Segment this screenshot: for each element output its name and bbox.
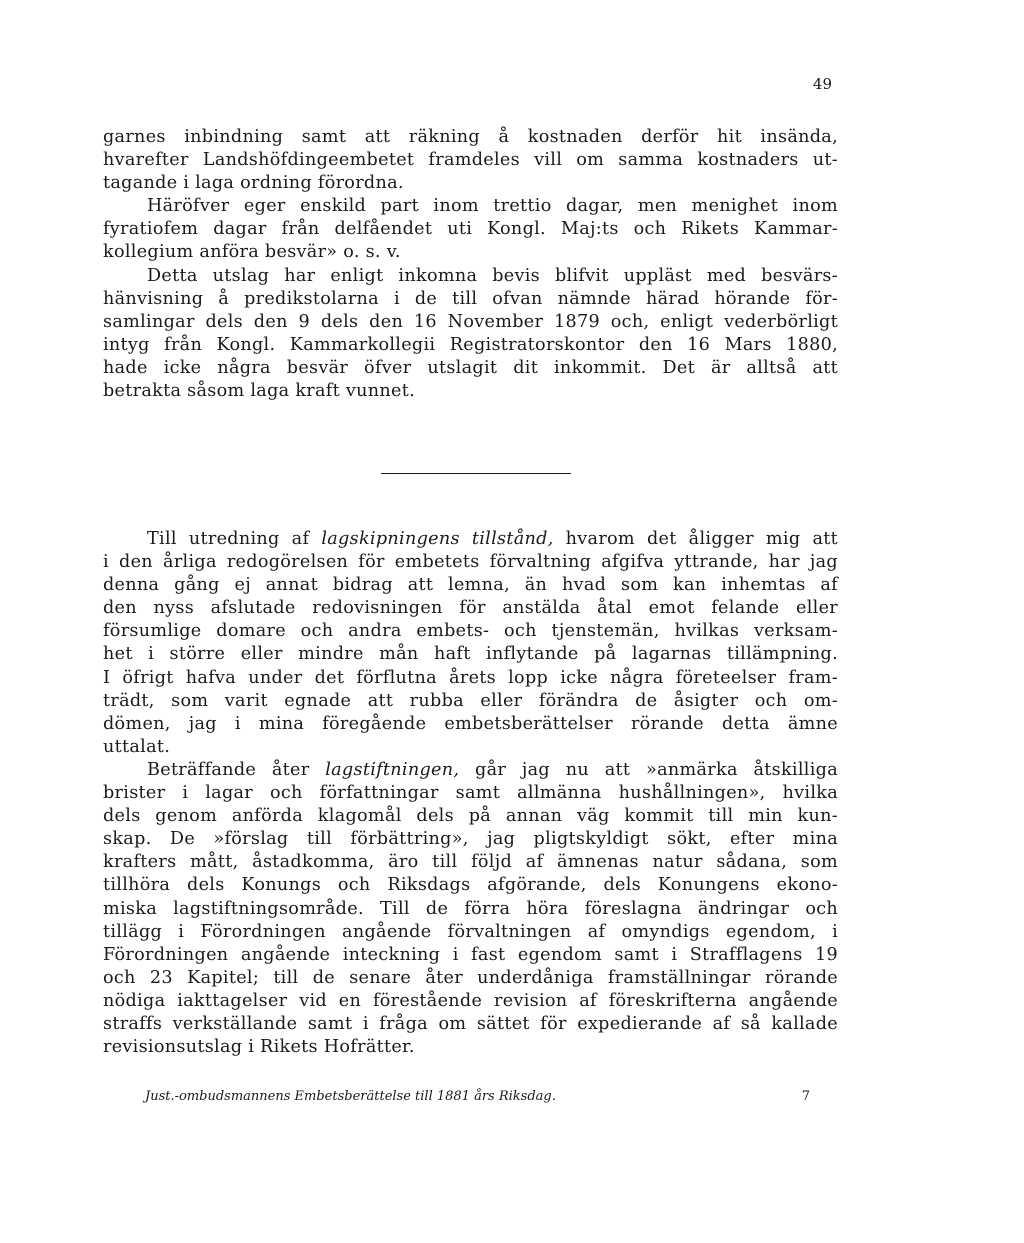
italic-term: lagstiftningen, xyxy=(325,759,460,780)
section-divider xyxy=(381,473,571,474)
text-line: denna gång ej annat bidrag att lemna, än hvad som kan inhemtas af xyxy=(103,575,838,596)
text-line: garnes inbindning samt att räkning å kostnaden derför hit insända, xyxy=(103,127,838,147)
text-line: krafters mått, åstadkomma, äro till följd af ämnenas natur sådana, som xyxy=(103,852,838,873)
text-line: Förordningen angående inteckning i fast egendom samt i Strafflagens 19 xyxy=(103,944,838,965)
legislation-section xyxy=(103,528,838,1059)
text-line: brister i lagar och författningar samt allmänna hushållningen», hvilka xyxy=(103,783,838,804)
text-line: i den årliga redogörelsen för embetets förvaltning afgifva yttrande, har jag xyxy=(103,552,838,573)
italic-term: lagskipningens tillstånd, xyxy=(321,529,554,549)
text-line: skap. De »förslag till förbättring», jag pligtskyldigt sökt, efter mina xyxy=(103,829,838,850)
text-line: betrakta såsom laga kraft vunnet. xyxy=(103,381,415,402)
text-segment: hvarom det åligger mig att xyxy=(553,529,838,549)
text-line: hvarefter Landshöfdingeembetet framdeles vill om samma kostnaders ut- xyxy=(103,150,838,171)
text-line: miska lagstiftningsområde. Till de förra höra föreslagna ändringar och xyxy=(103,898,838,919)
text-line: tagande i laga ordning förordna. xyxy=(103,173,404,194)
text-line: Detta utslag har enligt inkomna bevis blifvit uppläst med besvärs- xyxy=(147,265,838,286)
text-line: hade icke några besvär öfver utslagit dit inkommit. Det är alltså att xyxy=(103,357,838,378)
text-line: kollegium anföra besvär» o. s. v. xyxy=(103,242,401,263)
text-line: den nyss afslutade redovisningen för anstälda åtal emot felande eller xyxy=(103,598,838,619)
text-line: dels genom anförda klagomål dels på annan väg kommit till min kun- xyxy=(103,806,838,827)
text-segment: Beträffande åter xyxy=(147,759,326,780)
text-line: tillägg i Förordningen angående förvaltningen af omyndigs egendom, i xyxy=(103,921,838,942)
text-line: hänvisning å predikstolarna i de till ofvan nämnde härad hörande för- xyxy=(103,288,838,309)
text-line xyxy=(103,528,838,551)
text-line: och 23 Kapitel; till de senare åter underdåniga framställningar rörande xyxy=(103,967,838,988)
text-line: tillhöra dels Konungs och Riksdags afgörande, dels Konungens ekono- xyxy=(103,875,838,896)
text-line: Häröfver eger enskild part inom trettio dagar, men menighet inom xyxy=(147,196,838,217)
verdict-section xyxy=(103,126,838,403)
text-line xyxy=(103,759,838,782)
page-number: 49 xyxy=(812,75,832,93)
text-line: uttalat. xyxy=(103,736,171,757)
text-line: I öfrigt hafva under det förflutna årets lopp icke några företeelser fram- xyxy=(103,667,838,688)
text-line: het i större eller mindre mån haft inflytande på lagarnas tillämpning. xyxy=(103,644,838,665)
text-segment: Till utredning af xyxy=(147,529,322,549)
footer-signature-line: Just.-ombudsmannens Embetsberättelse till 1881 års Riksdag. xyxy=(145,1089,556,1104)
text-line: försumlige domare och andra embets- och tjenstemän, hvilkas verksam- xyxy=(103,621,838,642)
page-footer xyxy=(145,1089,810,1104)
text-line: samlingar dels den 9 dels den 16 November 1879 och, enligt vederbörligt xyxy=(103,311,838,332)
text-line: nödiga iakttagelser vid en förestående revision af föreskrifterna angående xyxy=(103,990,838,1011)
text-line: intyg från Kongl. Kammarkollegii Registratorskontor den 16 Mars 1880, xyxy=(103,334,838,355)
text-line: revisionsutslag i Rikets Hofrätter. xyxy=(103,1037,415,1058)
text-line: fyratiofem dagar från delfåendet uti Kongl. Maj:ts och Rikets Kammar- xyxy=(103,219,838,240)
text-line: trädt, som varit egnade att rubba eller förändra de åsigter och om- xyxy=(103,690,838,711)
text-segment: går jag nu att »anmärka åtskilliga xyxy=(459,759,838,780)
text-line: dömen, jag i mina föregående embetsberättelser rörande detta ämne xyxy=(103,713,838,734)
signature-mark: 7 xyxy=(801,1089,810,1104)
text-line: straffs verkställande samt i fråga om sättet för expedierande af så kallade xyxy=(103,1013,838,1034)
